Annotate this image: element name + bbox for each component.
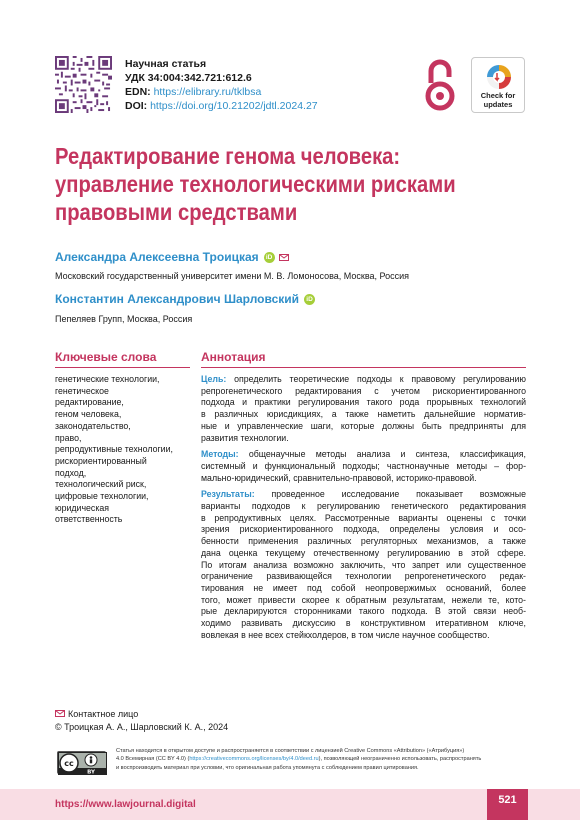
mail-icon[interactable] <box>279 250 289 264</box>
journal-url-link[interactable]: https://www.lawjournal.digital <box>55 799 196 810</box>
keywords-list <box>55 374 190 526</box>
abstract-heading: Аннотация <box>201 350 266 364</box>
edn-label: EDN: <box>125 86 151 98</box>
open-access-icon <box>423 57 457 113</box>
keyword: геном человека, <box>55 409 122 420</box>
title-line: управление технологическими рисками <box>55 171 456 197</box>
author-2-affiliation: Пепеляев Групп, Москва, Россия <box>55 314 193 324</box>
doi-link[interactable]: https://doi.org/10.21202/jdtl.2024.27 <box>150 100 318 112</box>
keyword: генетическое <box>55 385 109 396</box>
keyword: подход, <box>55 467 87 478</box>
keywords-divider <box>55 367 190 368</box>
goal-label: Цель: <box>201 374 227 384</box>
article-type: Научная статья <box>125 58 207 70</box>
article-meta <box>125 57 318 113</box>
page-number: 521 <box>487 789 528 820</box>
doi-label: DOI: <box>125 100 148 112</box>
keyword: генетические технологии, <box>55 374 160 384</box>
keyword: цифровые технологии, <box>55 491 149 502</box>
keyword: технологический риск, <box>55 479 147 490</box>
keyword: юридическая <box>55 502 110 513</box>
contact-label: Контактное лицо <box>68 709 139 719</box>
keyword: ответственность <box>55 514 123 525</box>
check-updates-text: Check for updates <box>480 91 516 109</box>
svg-text:cc: cc <box>64 759 74 768</box>
cc-by-license-icon[interactable] <box>57 751 106 774</box>
author-1-affiliation: Московский государственный университет имени М. В. Ломоносова, Москва, Россия <box>55 271 410 281</box>
title-line: Редактирование генома человека: <box>55 143 401 169</box>
license-text: Статья находится в открытом доступе и распространяется в соответствии с лицензией Creative Commons «Attribution» («Атрибуция») 4.0 Всемирная (CC BY 4.0) (https://creativecommons.org/licenses/by/4.0/deed.ru), позволяющей неограниченно использовать, распространять и воспроизводить материал при условии, что оригинальная работа упомянута с соблюдением правил цитирования. <box>116 748 482 771</box>
methods-label: Методы: <box>201 449 239 460</box>
keyword: рискориентированный <box>55 455 147 466</box>
orcid-icon[interactable]: iD <box>304 294 315 305</box>
author-1 <box>55 250 289 264</box>
author-name[interactable]: Константин Александрович Шарловский <box>55 292 300 306</box>
udk-code: УДК 34:004:342.721:612.6 <box>125 72 252 84</box>
keyword: право, <box>55 432 82 443</box>
abstract-divider <box>201 367 526 368</box>
keyword: редактирование, <box>55 397 124 408</box>
keyword: законодательство, <box>55 420 131 431</box>
author-name[interactable]: Александра Алексеевна Троицкая <box>55 250 259 264</box>
abstract-goal: Цель: определить теоретические подходы к правовому регулированию репрогенетического редактирования с учетом рискориентированного подхода и практики регулирования такого рода прорывных технологий в различных юрисдикциях, а также наметить дальнейшие норматив- ные и управленческие шаги, которые должны быть предприняты для развития технологии. <box>201 374 526 443</box>
keyword: репродуктивные технологии, <box>55 444 173 455</box>
license-link[interactable]: https://creativecommons.org/licenses/by/4.0/deed.ru <box>189 756 319 763</box>
check-for-updates-badge[interactable] <box>471 57 525 113</box>
keywords-heading: Ключевые слова <box>55 350 157 364</box>
edn-link[interactable]: https://elibrary.ru/tklbsa <box>153 86 262 98</box>
check-updates-icon <box>486 64 512 90</box>
qr-code <box>55 56 112 113</box>
results-label: Результаты: <box>201 489 255 500</box>
author-2 <box>55 292 315 306</box>
abstract-methods: Методы: общенаучные методы анализа и синтеза, классификация, системный и функциональный подходы; частнонаучные методы – фор- мально-юридический, сравнительно-правовой, историко-правовой. <box>201 449 526 483</box>
cc-badge-text: BY <box>87 769 95 775</box>
contact-person-note <box>55 709 138 719</box>
abstract-body <box>201 374 526 646</box>
orcid-icon[interactable]: iD <box>264 252 275 263</box>
title-line: правовыми средствами <box>55 199 298 225</box>
abstract-results: Результаты: проведенное исследование показывает возможные варианты подходов к регулированию генетического редактирования в репродуктивных целях. Рассмотренные варианты оценены с точки зрения рискориентированного подхода, определены условия и осо- бенности применения различных регуляторных механизмов, а также дана оценка текущему отечественному регулированию в этой сфере. По итогам анализа возможно заключить, что запрет или существенное ограничение развивающейся технологии репрогенетического редак- тирования не имеет под собой неопровержимых оснований, более того, может привести скорее к обратным результатам, нежели те, кото- рые декларируются сторонниками такого подхода. В этой связи необ- ходимо развивать дискуссию в конструктивном итеративном ключе, вовлекая в нее всех стейкхолдеров, в том числе научное сообщество. <box>201 489 526 640</box>
copyright: © Троицкая А. А., Шарловский К. А., 2024 <box>55 722 229 732</box>
mail-icon <box>55 709 65 719</box>
article-title <box>55 142 459 226</box>
